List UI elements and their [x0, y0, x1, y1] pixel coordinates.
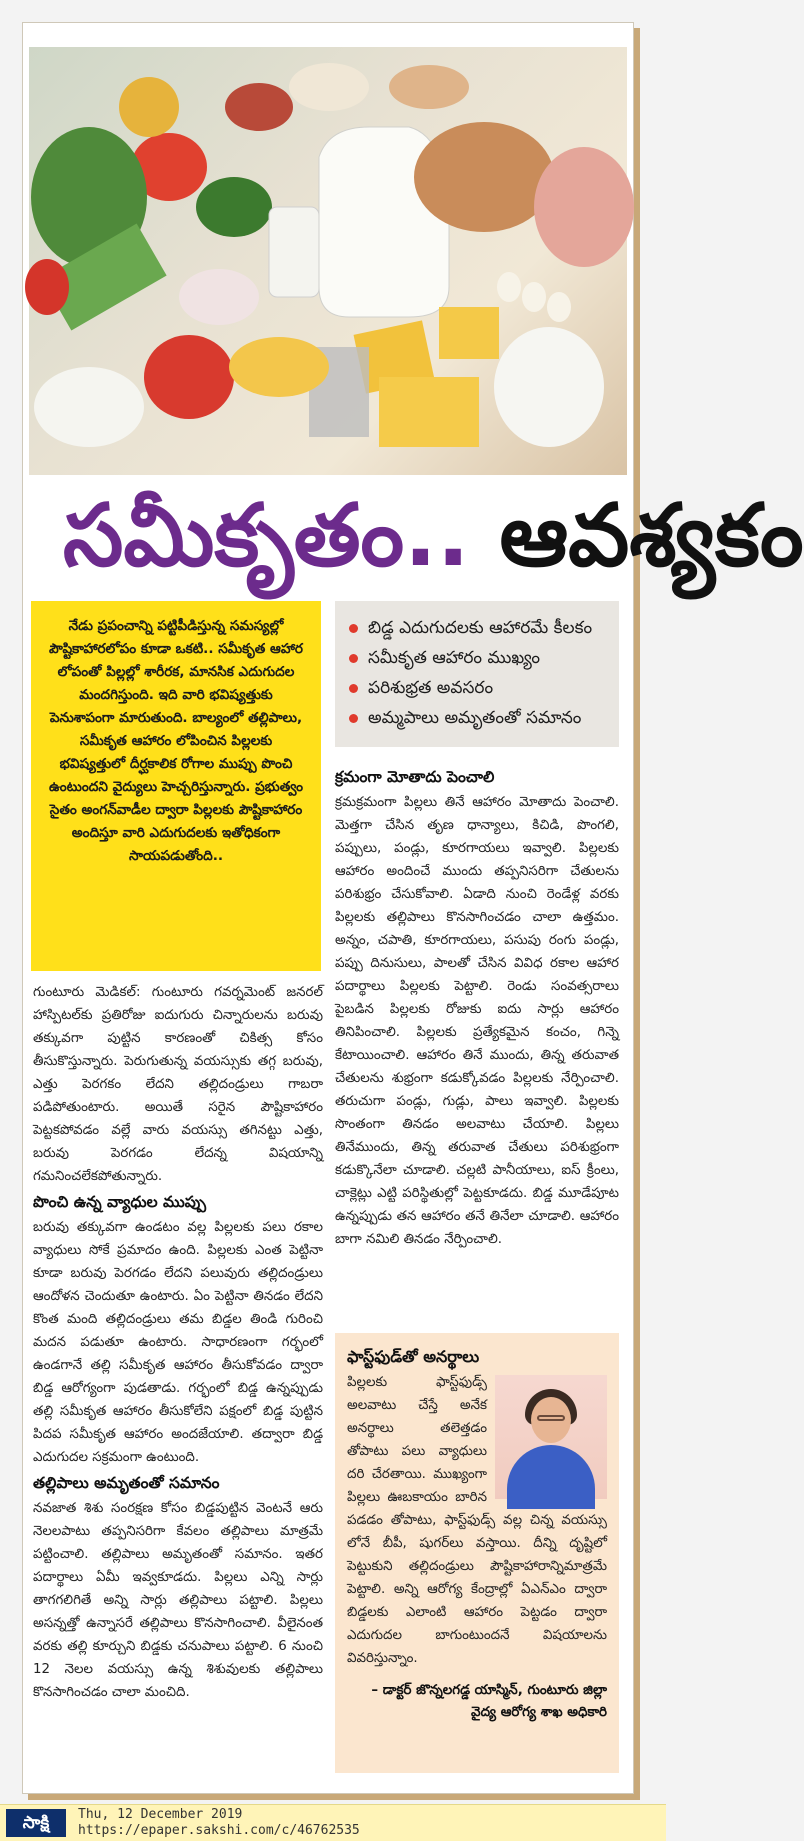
subheading: తల్లిపాలు అమృతంతో సమానం [33, 1474, 220, 1492]
footer-meta [78, 1807, 360, 1839]
body-paragraph: బరువు తక్కువగా ఉండటం వల్ల పిల్లలకు పలు రకాల వ్యాధులు సోకే ప్రమాదం ఉంది. పిల్లలకు ఎంత పెట్టినా కూడా బరువు పెరగడం లేదని పలువురు తల్లిదండ్రులు ఆందోళన చెందుతూ ఉంటారు. ఏం పెట్టినా తినడం లేదని కొంత మంది తల్లిదండ్రులు తమ బిడ్డల తిండి గురించి మదన పడుతూ ఉంటారు. సాధారణంగా గర్భంలో ఉండగానే తల్లి సమీకృత ఆహారం తీసుకోవడం ద్వారా బిడ్డ ఆరోగ్యంగా పుడతాడు. గర్భంలో బిడ్డ ఉన్నప్పుడు తల్లి సమీకృత ఆహారం తీసుకోలేని పక్షంలో బిడ్డ పుట్టిన పిదప సమీకృత ఆహారం అందజేయాలి. తద్వారా బిడ్డ ఎదుగుదల సక్రమంగా ఉంటుంది. [33, 1220, 323, 1465]
signature: – డాక్టర్ జొన్నలగడ్డ యాస్మిన్, గుంటూరు జిల్లా వైద్య ఆరోగ్య శాఖ అధికారి [371, 1683, 607, 1720]
right-column [335, 763, 619, 1323]
food-photo [29, 47, 627, 475]
newspaper-page [22, 22, 804, 1794]
headline-part2: ఆవశ్యకం [469, 486, 804, 586]
intro-box: నేడు ప్రపంచాన్ని పట్టిపీడిస్తున్న సమస్యల్లో పౌష్టికాహారలోపం కూడా ఒకటి.. సమీకృత ఆహార లోపంతో పిల్లల్లో శారీరక, మానసిక ఎదుగుదల మందగిస్తుంది. ఇది వారి భవిష్యత్తుకు పెనుశాపంగా మారుతుంది. బాల్యంలో తల్లిపాలు, సమీకృత ఆహారం లోపించిన పిల్లలకు భవిష్యత్తులో దీర్ఘకాలిక రోగాల ముప్పు పొంచి ఉంటుందని వైద్యులు హెచ్చరిస్తున్నారు. ప్రభుత్వం సైతం అంగన్‌వాడీల ద్వారా పిల్లలకు పౌష్టికాహారం అందిస్తూ వారి ఎదుగుదలకు ఇతోధికంగా సాయపడుతోంది.. [31, 601, 321, 971]
highlight-item: అమ్మపాలు అమృతంతో సమానం [349, 703, 605, 733]
fastfood-box [335, 1333, 619, 1773]
body-paragraph: నవజాత శిశు సంరక్షణ కోసం బిడ్డపుట్టిన వెంటనే ఆరు నెలలపాటు తప్పనిసరిగా కేవలం తల్లిపాలు మాత్రమే పట్టించాలి. తల్లిపాలు అమృతంతో సమానం. ఇతర పదార్థాలు ఏమీ ఇవ్వకూడదు. పిల్లలు ఎన్ని సార్లు తాగగలిగితే అన్ని సార్లు తల్లిపాలు పట్టాలి. పిల్లలు అసన్నత్తో ఉన్నాసరే తల్లిపాలు కొనసాగించాలి. వీలైనంత వరకు తల్లి కూర్చుని బిడ్డకు చనుపాలు పట్టాలి. 6 నుంచి 12 నెలల వయస్సు ఉన్న శిశువులకు తల్లిపాలు కొనసాగించడం చాలా మంచిది. [33, 1501, 323, 1700]
edition-url[interactable]: https://epaper.sakshi.com/c/46762535 [78, 1823, 360, 1838]
sakshi-logo: సాక్షి [6, 1809, 66, 1837]
subheading: పొంచి ఉన్న వ్యాధుల ముప్పు [33, 1193, 207, 1211]
highlights-box [335, 601, 619, 747]
left-column [33, 981, 323, 1771]
highlight-item: పరిశుభ్రత అవసరం [349, 673, 605, 703]
subheading: క్రమంగా మోతాదు పెంచాలి [335, 768, 495, 786]
subheading: ఫాస్ట్‌ఫుడ్‌తో అనర్థాలు [347, 1347, 480, 1366]
highlight-item: సమీకృత ఆహారం ముఖ్యం [349, 643, 605, 673]
headline [63, 481, 804, 591]
body-paragraph: గుంటూరు మెడికల్: గుంటూరు గవర్నమెంట్ జనరల్ హాస్పిటల్‌కు ప్రతిరోజు ఐదుగురు చిన్నారులను బరువు తక్కువగా పుట్టిన కారణంతో చికిత్స కోసం తీసుకొస్తున్నారు. పెరుగుతున్న వయస్సుకు తగ్గ బరువు, ఎత్తు పెరగకం లేదని తల్లిదండ్రులు గాబరా పడిపోతుంటారు. అయితే సరైన పౌష్టికాహారం పెట్టకపోవడం వల్లే వారు వయస్సు తగినట్టు ఎత్తు, బరువు పెరగడం లేదన్న విషయాన్ని గమనించలేకపోతున్నారు. [33, 985, 323, 1184]
headline-part1: సమీకృతం.. [63, 486, 470, 586]
edition-date: Thu, 12 December 2019 [78, 1807, 243, 1822]
body-paragraph: పిల్లలకు ఫాస్ట్‌ఫుడ్స్ అలవాటు చేస్తే అనేక అనర్థాలు తలెత్తడం తోపాటు పలు వ్యాధులు దరి చేరతాయి. ముఖ్యంగా పిల్లలు ఊబకాయం బారిన పడడం తోపాటు, ఫాస్ట్‌ఫుడ్స్ వల్ల చిన్న వయస్సు లోనే బీపీ, షుగర్‌లు వస్తాయి. దీన్ని దృష్టిలో పెట్టుకుని తల్లిదండ్రులు పౌష్టికాహారాన్నిమాత్రమే పెట్టాలి. అన్ని ఆరోగ్య కేంద్రాల్లో ఏఎన్‌ఎం ద్వారా బిడ్డలకు ఎలాంటి ఆహారం పెట్టడం ద్వారా ఎదుగుదల బాగుంటుందనే విషయాలను వివరిస్తున్నాం. [347, 1375, 607, 1666]
body-paragraph: క్రమక్రమంగా పిల్లలు తినే ఆహారం మోతాదు పెంచాలి. మెత్తగా చేసిన తృణ ధాన్యాలు, కిచిడి, పొంగలి, పప్పులు, పండ్లు, కూరగాయలు ఇవ్వాలి. పిల్లలకు ఆహారం అందించే ముందు తప్పనిసరిగా చేతులను పరిశుభ్రం చేసుకోవాలి. ఏడాది నుంచి రెండేళ్ల వరకు పిల్లలకు తల్లిపాలు కొనసాగించడం చాలా ఉత్తమం. అన్నం, చపాతి, కూరగాయలు, పసుపు రంగు పండ్లు, పప్పు దినుసులు, పాలతో చేసిన వివిధ రకాల ఆహార పదార్థాలు పిల్లలకు పెట్టాలి. రెండు సంవత్సరాలు పైబడిన పిల్లలకు రోజుకు ఐదు సార్లు ఆహారం తినిపించాలి. పిల్లలకు ప్రత్యేకమైన కంచం, గిన్నె కేటాయించాలి. ఆహారం తినే ముందు, తిన్న తరువాత చేతులను శుభ్రంగా కడుక్కోవడం పిల్లలకు నేర్పించాలి. తరుచుగా పండ్లు, గుడ్లు, పాలు ఇవ్వాలి. పిల్లలకు సొంతంగా తినడం అలవాటు చేయాలి. పిల్లలు తినేముందు, తిన్న తరువాత చేతులు పరిశుభ్రంగా కడుక్కొనేలా చూడాలి. చల్లటి పానీయాలు, ఐస్ క్రీంలు, చాక్లెట్లు ఎట్టి పరిస్థితుల్లో పెట్టకూడదు. బిడ్డ మూడేపూట ఉన్నప్పుడు తన ఆహారం తనే తినేలా చూడాలి. ఆహారం బాగా నమిలి తినడం నేర్పించాలి. [335, 795, 619, 1247]
highlight-item: బిడ్డ ఎదుగుదలకు ఆహారమే కీలకం [349, 613, 605, 643]
doctor-photo [495, 1375, 607, 1499]
footer-bar [0, 1804, 666, 1841]
